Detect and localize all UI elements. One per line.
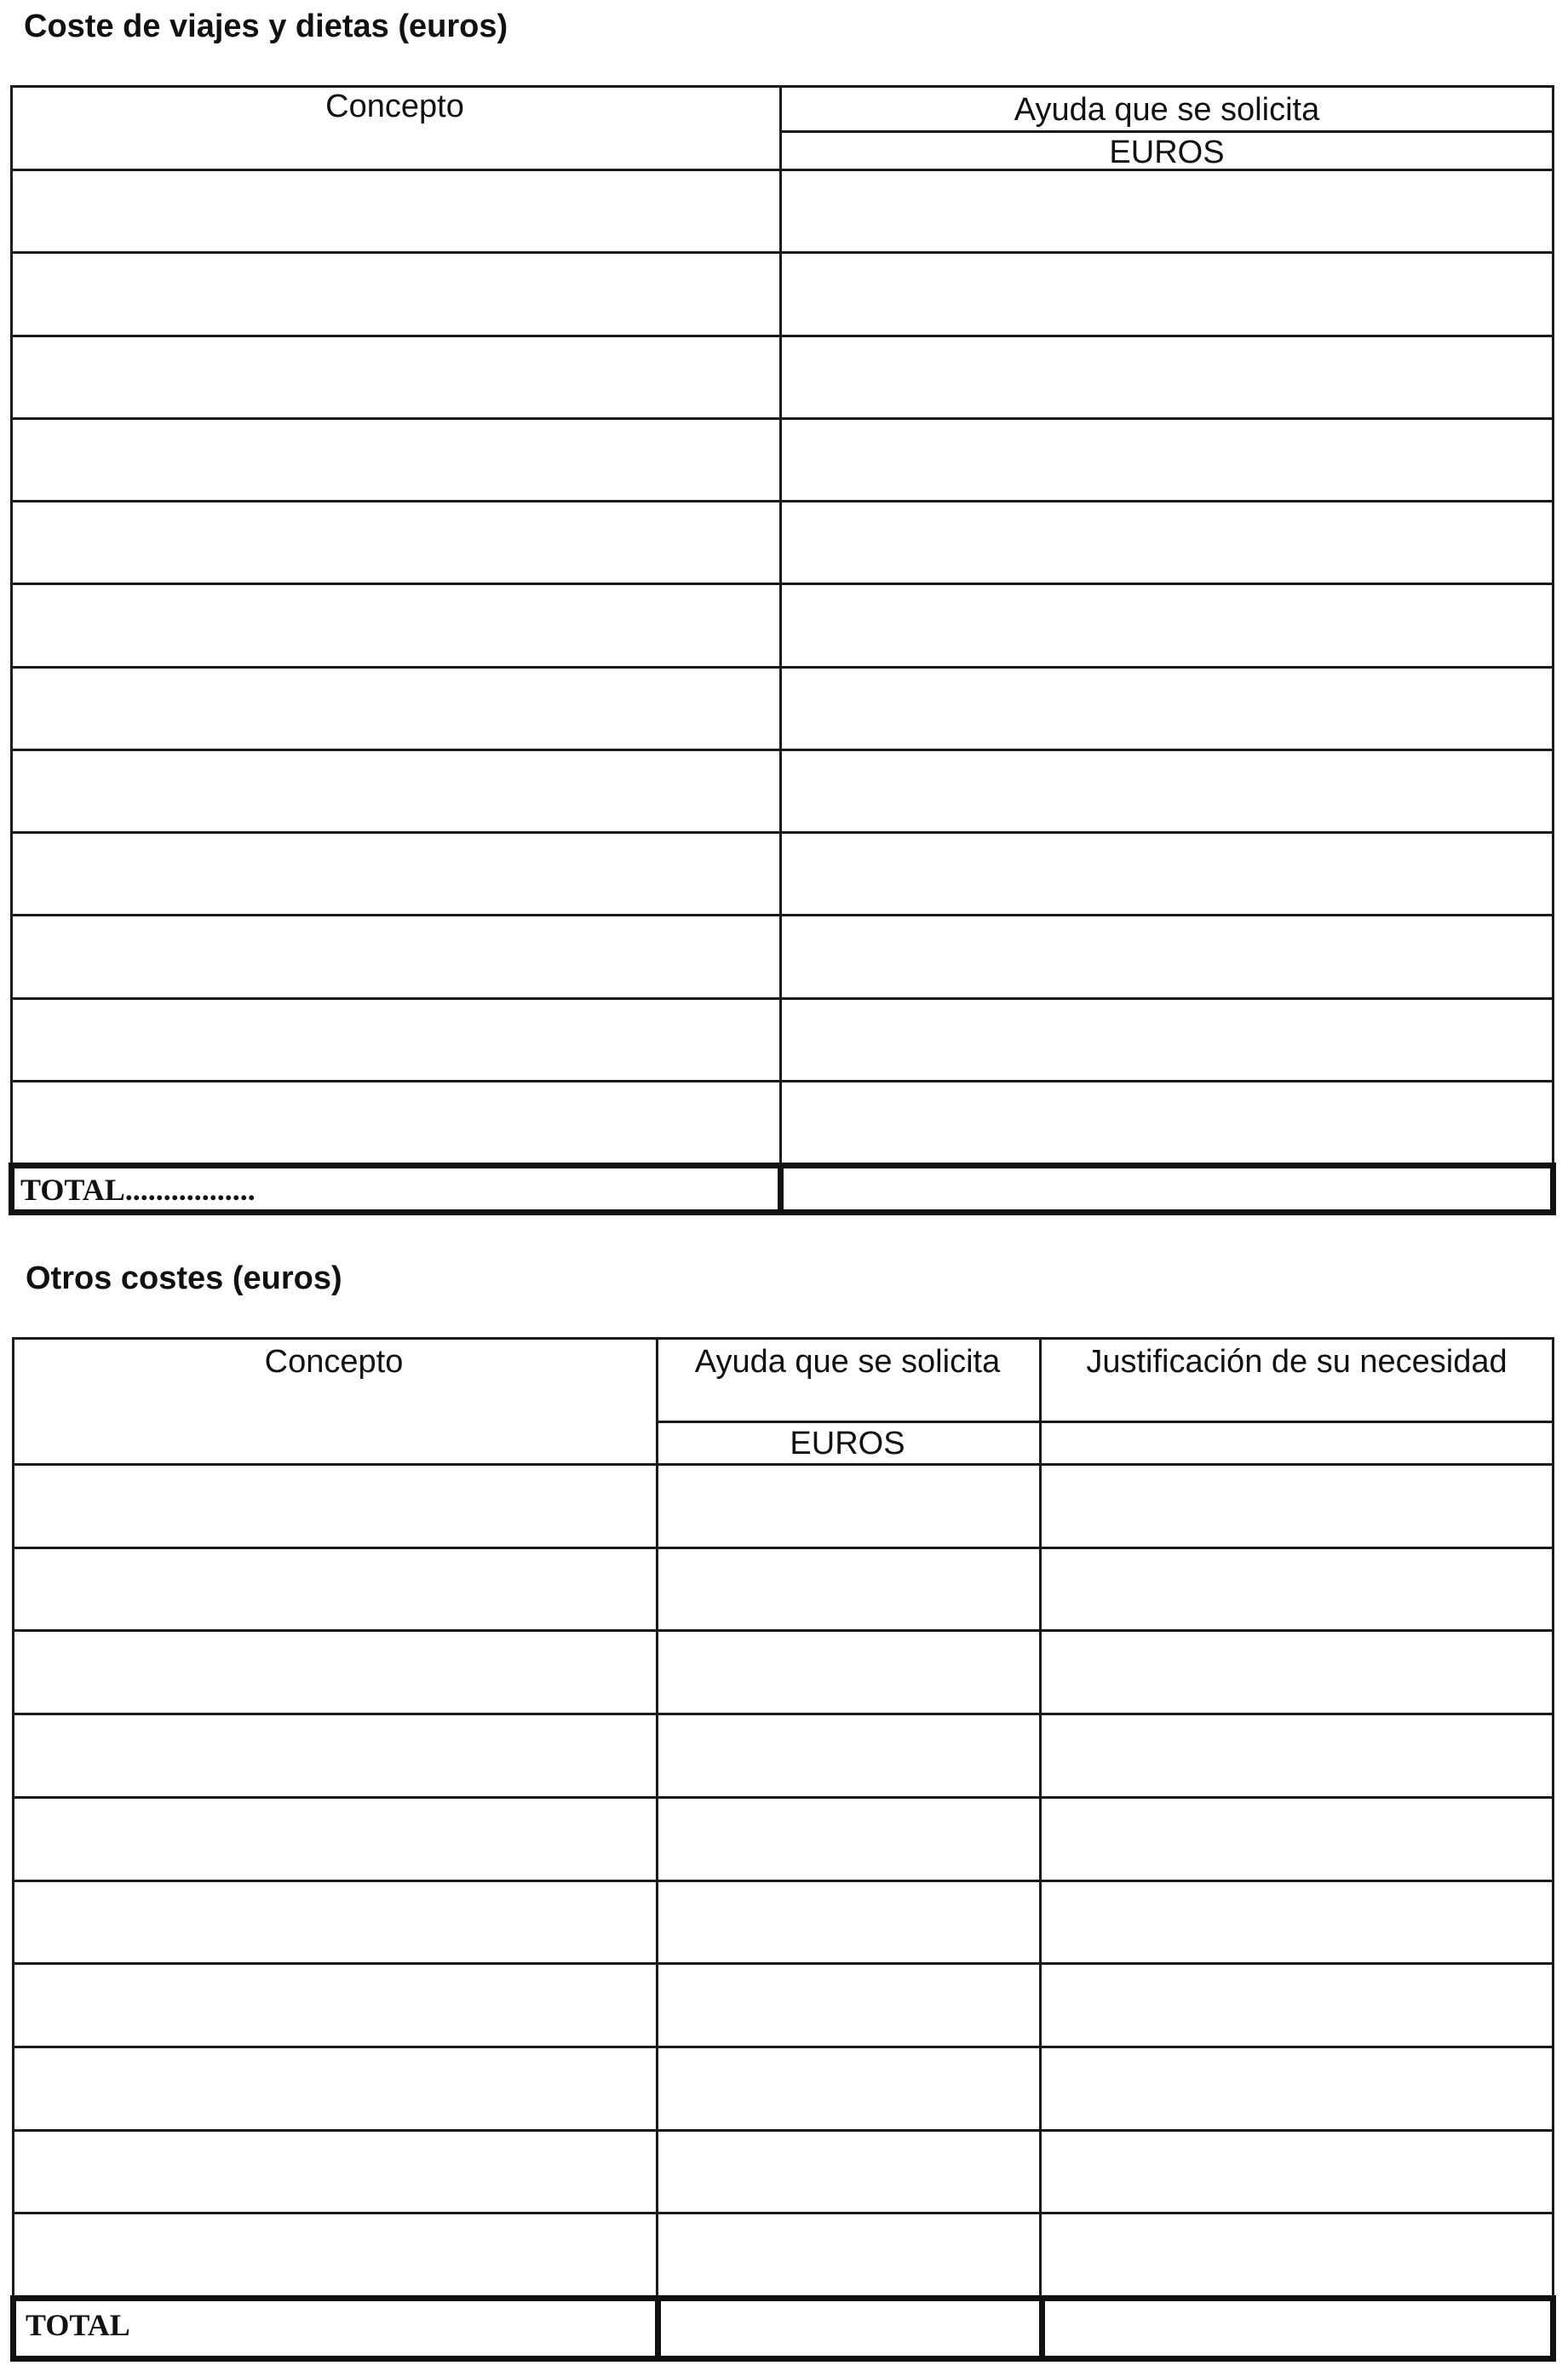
t1-header-concepto: Concepto (325, 89, 464, 124)
t2-row-justificacion-cell[interactable] (1042, 1466, 1552, 1547)
t2-total-ayuda-cell[interactable] (655, 2295, 1045, 2362)
t2-right-border (1552, 1337, 1554, 2334)
t2-row-ayuda-cell[interactable] (658, 1799, 1039, 1880)
t2-row-concepto-cell[interactable] (14, 2214, 656, 2295)
t2-header-justificacion: Justificación de su necesidad (1086, 1344, 1508, 1380)
t1-row-concepto-cell[interactable] (13, 834, 779, 914)
t2-row-ayuda-cell[interactable] (658, 1965, 1039, 2046)
t1-total-label: TOTAL................. (20, 1173, 256, 1207)
t2-row-concepto-cell[interactable] (14, 1799, 656, 1880)
t1-row-concepto-cell[interactable] (13, 751, 779, 831)
section1-title: Coste de viajes y dietas (euros) (24, 9, 508, 44)
t2-row-ayuda-cell[interactable] (658, 2132, 1039, 2213)
t2-row-justificacion-cell[interactable] (1042, 2132, 1552, 2213)
t1-row-ayuda-cell[interactable] (782, 254, 1552, 334)
t1-subheader-line (779, 130, 1554, 133)
t1-row-concepto-cell[interactable] (13, 171, 779, 251)
t1-row-concepto-cell[interactable] (13, 916, 779, 996)
t1-row-ayuda-cell[interactable] (782, 669, 1552, 749)
t2-row-ayuda-cell[interactable] (658, 2048, 1039, 2129)
t1-row-ayuda-cell[interactable] (782, 834, 1552, 914)
t1-row-concepto-cell[interactable] (13, 669, 779, 749)
t1-row-concepto-cell[interactable] (13, 337, 779, 417)
t1-total-ayuda-cell[interactable] (778, 1163, 1556, 1215)
t1-row-concepto-cell[interactable] (13, 502, 779, 583)
t2-row-ayuda-cell[interactable] (658, 1466, 1039, 1547)
t1-row-ayuda-cell[interactable] (782, 1000, 1552, 1080)
t1-row-ayuda-cell[interactable] (782, 502, 1552, 583)
t2-header-ayuda: Ayuda que se solicita (694, 1344, 1001, 1380)
t1-row-ayuda-cell[interactable] (782, 751, 1552, 831)
t1-header-ayuda: Ayuda que se solicita (1014, 92, 1320, 128)
t2-subheader-line (656, 1421, 1554, 1423)
t2-header-concepto: Concepto (264, 1344, 404, 1380)
t1-header-euros: EUROS (1109, 135, 1225, 170)
t2-row-concepto-cell[interactable] (14, 2048, 656, 2129)
t2-row-ayuda-cell[interactable] (658, 1882, 1039, 1963)
t1-row-concepto-cell[interactable] (13, 420, 779, 500)
t2-row-concepto-cell[interactable] (14, 1466, 656, 1547)
t1-row-ayuda-cell[interactable] (782, 171, 1552, 251)
t2-row-concepto-cell[interactable] (14, 2132, 656, 2213)
t2-row-justificacion-cell[interactable] (1042, 1965, 1552, 2046)
section2-title: Otros costes (euros) (26, 1260, 342, 1296)
t2-row-justificacion-cell[interactable] (1042, 1715, 1552, 1796)
t1-row-concepto-cell[interactable] (13, 254, 779, 334)
t2-row-concepto-cell[interactable] (14, 1632, 656, 1713)
t2-row-justificacion-cell[interactable] (1042, 1632, 1552, 1713)
t1-row-ayuda-cell[interactable] (782, 420, 1552, 500)
t2-row-concepto-cell[interactable] (14, 1882, 656, 1963)
t1-row-ayuda-cell[interactable] (782, 916, 1552, 996)
t2-header-euros: EUROS (790, 1426, 905, 1461)
t1-row-ayuda-cell[interactable] (782, 337, 1552, 417)
t2-row-concepto-cell[interactable] (14, 1965, 656, 2046)
t1-row-concepto-cell[interactable] (13, 1082, 779, 1163)
t2-row-justificacion-cell[interactable] (1042, 2214, 1552, 2295)
t1-top-border (10, 85, 1554, 88)
t2-row-justificacion-cell[interactable] (1042, 1549, 1552, 1630)
t2-top-border (12, 1337, 1554, 1340)
t2-total-label: TOTAL (26, 2308, 130, 2342)
t1-row-ayuda-cell[interactable] (782, 1082, 1552, 1163)
t2-row-ayuda-cell[interactable] (658, 2214, 1039, 2295)
t2-row-concepto-cell[interactable] (14, 1549, 656, 1630)
t2-row-concepto-cell[interactable] (14, 1715, 656, 1796)
t1-row-ayuda-cell[interactable] (782, 585, 1552, 665)
t2-total-justificacion-cell[interactable] (1039, 2295, 1556, 2362)
t2-row-ayuda-cell[interactable] (658, 1632, 1039, 1713)
t2-row-justificacion-cell[interactable] (1042, 1882, 1552, 1963)
t1-row-concepto-cell[interactable] (13, 585, 779, 665)
t2-row-ayuda-cell[interactable] (658, 1549, 1039, 1630)
t2-row-justificacion-cell[interactable] (1042, 1799, 1552, 1880)
t2-row-ayuda-cell[interactable] (658, 1715, 1039, 1796)
t1-row-concepto-cell[interactable] (13, 1000, 779, 1080)
t2-row-justificacion-cell[interactable] (1042, 2048, 1552, 2129)
t1-right-border (1552, 85, 1554, 1167)
